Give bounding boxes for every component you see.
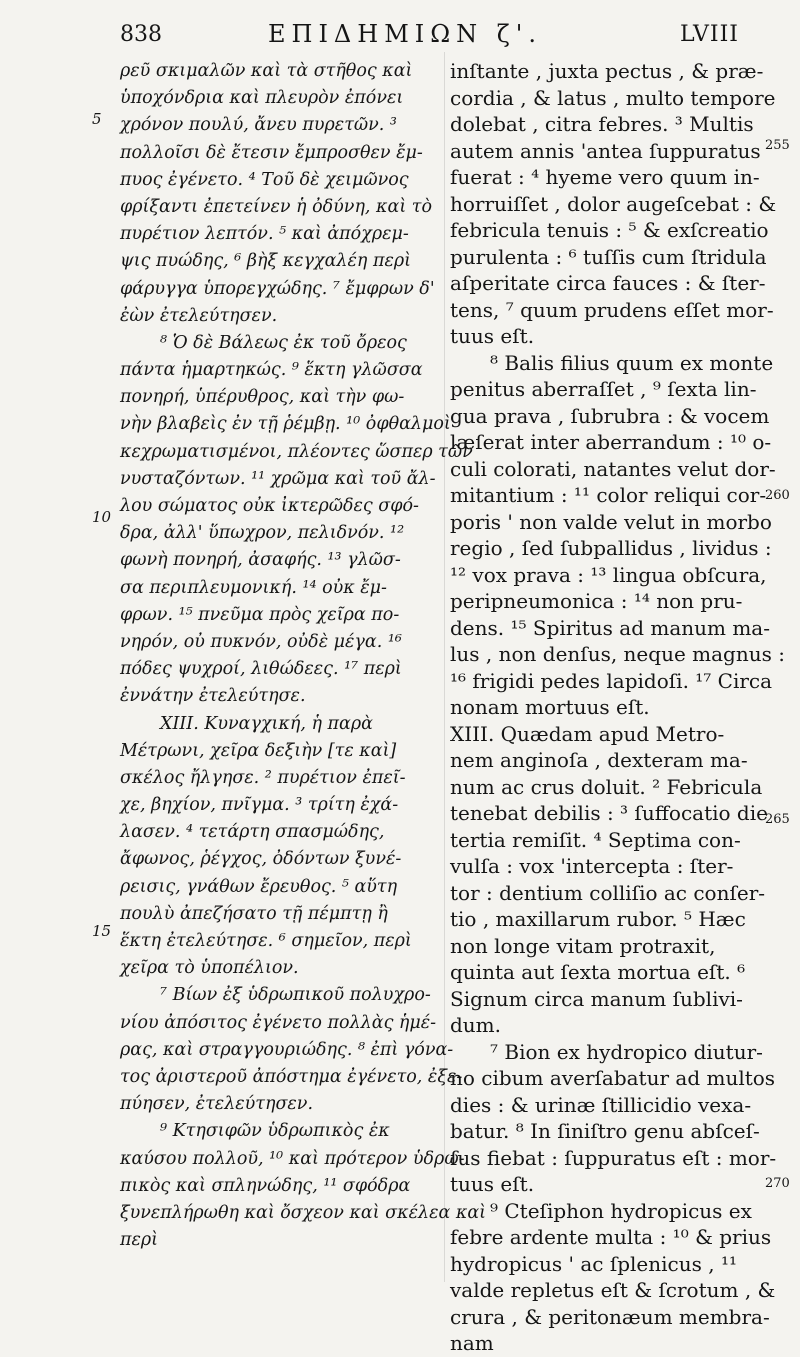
text-line: Μέτρωνι, χεῖρα δεξιὴν [τε καὶ] xyxy=(120,740,397,761)
text-line: φωνὴ πονηρή, ἀσαφής. ¹³ γλῶσ- xyxy=(120,550,401,571)
text-line: tuus eſt. xyxy=(450,324,535,348)
text-line: ἄφωνος, ῥέγχος, ὀδόντων ξυνέ- xyxy=(120,849,402,870)
text-line: febre ardente multa : ¹⁰ & prius xyxy=(450,1225,772,1249)
text-line: τος ἀριστεροῦ ἀπόστημα ἐγένετο, ἐξε- xyxy=(120,1066,463,1087)
text-line: gua prava , ſubrubra : & vocem xyxy=(450,403,770,428)
text-line: δρα, ἀλλ' ὕπωχρον, πελιδνόν. ¹² xyxy=(120,523,405,544)
text-line: ἐννάτην ἐτελεύτησε. xyxy=(120,686,306,707)
text-line: batur. ⁸ In ſiniſtro genu abſceſ- xyxy=(450,1119,760,1143)
text-line: πονηρή, ὑπέρυθρος, καὶ τὴν φω- xyxy=(120,387,405,408)
text-line: ⁷ Bion ex hydropico diutur- xyxy=(490,1039,763,1064)
text-line: læſerat inter aberrandum : ¹⁰ o- xyxy=(450,430,772,454)
text-line: quinta aut ſexta mortua eſt. ⁶ xyxy=(450,960,746,984)
text-line: πυρέτιον λεπτόν. ⁵ καὶ ἀπόχρεμ- xyxy=(120,224,409,245)
text-line: poris ' non valde velut in morbo xyxy=(450,509,772,534)
text-line: dies : & urinæ ſtillicidio vexa- xyxy=(450,1092,752,1117)
text-line: vulſa : vox 'intercepta : ſter- xyxy=(450,854,734,878)
text-line: tor : dentium colliſio ac conſer- xyxy=(450,880,766,905)
text-line: crura , & peritonæum membra- xyxy=(450,1304,770,1329)
text-line: περὶ xyxy=(120,1230,159,1251)
text-line: dens. ¹⁵ Spiritus ad manum ma- xyxy=(450,615,770,640)
text-line: ἕκτη ἐτελεύτησε. ⁶ σημεῖον, περὶ xyxy=(120,931,412,951)
text-line: ⁸ Ὁ δὲ Βάλεως ἐκ τοῦ ὄρεος xyxy=(160,332,407,353)
text-line: lus , non denſus, neque magnus : xyxy=(450,642,785,666)
text-line: ⁹ Cteſiphon hydropicus ex xyxy=(490,1198,752,1223)
text-line: ψις πυώδης, ⁶ βὴξ κεγχαλέη περὶ xyxy=(120,251,412,272)
text-line: ¹⁶ frigidi pedes lapidoſi. ¹⁷ Circa xyxy=(450,668,773,693)
text-line: Signum circa manum ſublivi- xyxy=(450,986,743,1011)
latin-margin-number: 270 xyxy=(765,1176,790,1191)
text-line: autem annis 'antea ſuppuratus xyxy=(450,138,761,163)
running-title: ΕΠΙΔΗΜΙΩΝ ζ'. xyxy=(268,20,543,48)
text-line: σκέλος ἤλγησε. ² πυρέτιον ἐπεῖ- xyxy=(120,767,406,788)
text-line: tio , maxillarum rubor. ⁵ Hæc xyxy=(450,907,746,931)
text-line: nonam mortuus eſt. xyxy=(450,695,650,719)
text-line: dolebat , citra febres. ³ Multis xyxy=(450,112,754,136)
text-line: νίου ἀπόσιτος ἐγένετο πολλὰς ἡμέ- xyxy=(120,1012,437,1033)
text-line: cordia , & latus , multo tempore xyxy=(450,85,776,110)
page-header xyxy=(0,16,800,56)
text-line: XIII. Κυναγχική, ἡ παρὰ xyxy=(160,713,373,734)
text-line: ρας, καὶ στραγγουριώδης. ⁸ ἐπὶ γόνα- xyxy=(120,1039,454,1060)
text-line: φρίξαντι ἐπετείνεν ἡ ὀδύνη, καὶ τὸ xyxy=(120,196,432,217)
text-line: φάρυγγα ὑπορεγχώδης. ⁷ ἔμφρων δ' xyxy=(120,278,435,299)
text-line: λασεν. ⁴ τετάρτη σπασμώδης, xyxy=(120,822,385,843)
text-line: καύσου πολλοῦ, ¹⁰ καὶ πρότερον ὑδρω- xyxy=(120,1148,465,1169)
text-line: peripneumonica : ¹⁴ non pru- xyxy=(450,589,743,613)
text-line: aſperitate circa fauces : & ſter- xyxy=(450,271,766,295)
text-line: horruiſſet , dolor augeſcebat : & xyxy=(450,191,777,216)
latin-margin-number: 260 xyxy=(765,488,790,503)
greek-margin-number: 15 xyxy=(92,922,112,940)
text-line: penitus aberraſſet , ⁹ ſexta lin- xyxy=(450,377,757,401)
text-line: ρεισις, γνάθων ἔρευθος. ⁵ αὕτη xyxy=(120,876,398,897)
text-line: λου σώματος οὐκ ἰκτερῶδες σφό- xyxy=(120,496,419,516)
column-gutter xyxy=(444,52,445,1282)
text-line: tens, ⁷ quum prudens eſſet mor- xyxy=(450,297,774,322)
text-line: non longe vitam protraxit, xyxy=(450,933,716,958)
text-line: ξυνεπλήρωθη καὶ ὄσχεον καὶ σκέλεα καὶ xyxy=(120,1202,487,1223)
text-line: ¹² vox prava : ¹³ lingua obſcura, xyxy=(450,562,767,587)
text-line: χεῖρα τὸ ὑποπέλιον. xyxy=(120,958,299,979)
text-line: tenebat debilis : ³ ſuffocatio die xyxy=(450,801,768,825)
text-line: σα περιπλευμονική. ¹⁴ οὐκ ἔμ- xyxy=(120,577,387,598)
text-line: ⁸ Balis filius quum ex monte xyxy=(490,350,774,375)
latin-text-column xyxy=(450,58,792,1357)
latin-margin-number: 265 xyxy=(765,812,790,827)
text-line: ρεῦ σκιμαλῶν καὶ τὰ στῆθος καὶ xyxy=(120,61,413,81)
signature-mark: LVIII xyxy=(680,22,739,47)
text-line: κεχρωματισμένοι, πλέοντες ὥσπερ τῶν xyxy=(120,441,473,462)
greek-margin-number: 5 xyxy=(92,110,102,128)
text-line: πικὸς καὶ σπληνώδης, ¹¹ σφόδρα xyxy=(120,1175,411,1196)
text-line: ⁹ Κτησιφῶν ὑδρωπικὸς ἐκ xyxy=(160,1121,390,1142)
text-line: πάντα ἡμαρτηκώς. ⁹ ἕκτη γλῶσσα xyxy=(120,360,423,381)
page-number: 838 xyxy=(120,22,162,47)
text-line: νυσταζόντων. ¹¹ χρῶμα καὶ τοῦ ἄλ- xyxy=(120,468,436,489)
greek-margin-number: 10 xyxy=(92,508,112,526)
text-line: νηρόν, οὐ πυκνόν, οὐδὲ μέγα. ¹⁶ xyxy=(120,631,402,652)
text-line: regio , ſed ſubpallidus , lividus : xyxy=(450,536,772,560)
text-line: πολλοῖσι δὲ ἔτεσιν ἔμπροσθεν ἔμ- xyxy=(120,142,423,163)
text-line: culi colorati, natantes velut dor- xyxy=(450,456,776,481)
text-line: πουλὺ ἀπεζήσατο τῇ πέμπτῃ ἢ xyxy=(120,903,388,924)
text-line: πόδες ψυχροί, λιθώδεες. ¹⁷ περὶ xyxy=(120,659,402,680)
text-line: mitantium : ¹¹ color reliqui cor- xyxy=(450,483,767,507)
text-line: febricula tenuis : ⁵ & exſcreatio xyxy=(450,218,769,242)
text-line: χε, βηχίον, πνῖγμα. ³ τρίτη ἐχά- xyxy=(120,795,399,816)
text-line: XIII. Quædam apud Metro- xyxy=(450,721,725,746)
text-line: dum. xyxy=(450,1013,502,1037)
text-line: πύησεν, ἐτελεύτησεν. xyxy=(120,1094,314,1115)
text-line: tuus eſt. xyxy=(450,1172,535,1196)
text-line: num ac crus doluit. ² Febricula xyxy=(450,774,763,799)
text-line: tertia remiſit. ⁴ Septima con- xyxy=(450,827,741,852)
text-line: inſtante , juxta pectus , & præ- xyxy=(450,59,764,83)
latin-margin-number: 255 xyxy=(765,138,790,153)
text-line: ἐὼν ἐτελεύτησεν. xyxy=(120,305,278,326)
text-line: φρων. ¹⁵ πνεῦμα πρὸς χεῖρα πο- xyxy=(120,604,400,625)
text-line: πυος ἐγένετο. ⁴ Τοῦ δὲ χειμῶνος xyxy=(120,169,409,190)
text-line: hydropicus ' ac ſplenicus , ¹¹ xyxy=(450,1251,737,1276)
text-line: ὑποχόνδρια καὶ πλευρὸν ἐπόνει xyxy=(120,88,404,109)
text-line: no cibum averſabatur ad multos xyxy=(450,1066,776,1090)
text-line: nem anginoſa , dexteram ma- xyxy=(450,748,748,772)
text-line: nam xyxy=(450,1331,494,1355)
text-line: valde repletus eſt & ſcrotum , & xyxy=(450,1278,776,1302)
text-line: ſus fiebat : ſuppuratus eſt : mor- xyxy=(450,1145,777,1170)
text-line: fuerat : ⁴ hyeme vero quum in- xyxy=(450,165,760,189)
text-line: ⁷ Βίων ἐξ ὑδρωπικοῦ πολυχρο- xyxy=(160,985,431,1006)
text-line: purulenta : ⁶ tuſſis cum ſtridula xyxy=(450,244,767,269)
text-line: νὴν βλαβεὶς ἐν τῇ ῥέμβῃ. ¹⁰ ὀφθαλμοὶ xyxy=(120,414,451,435)
text-line: χρόνον πουλύ, ἄνευ πυρετῶν. ³ xyxy=(120,115,397,136)
